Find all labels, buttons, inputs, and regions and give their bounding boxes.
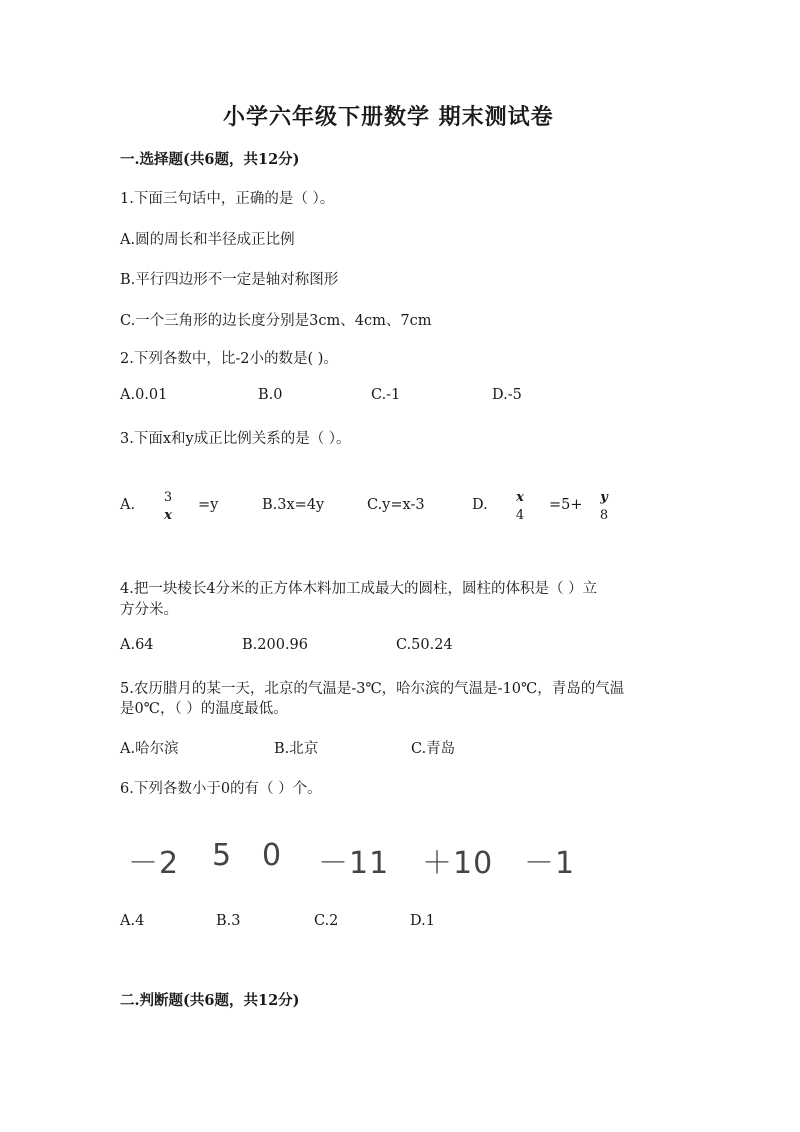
option-d-mid: =5+ [549, 497, 583, 513]
option-a: A.64 [120, 637, 154, 653]
option-c: C.-1 [371, 387, 401, 403]
question-stem-line-1: 5.农历腊月的某一天，北京的气温是-3℃，哈尔滨的气温是-10℃，青岛的气温 [120, 681, 625, 697]
number-item: －1 [524, 846, 576, 881]
fraction-3-over-x [160, 490, 176, 523]
option-d: D.-5 [492, 387, 522, 403]
option-c: C.一个三角形的边长度分别是3cm、4cm、7cm [120, 313, 432, 329]
fraction-y-over-8 [596, 490, 612, 523]
option-a-label: A. [120, 497, 136, 513]
number-item: －11 [318, 846, 390, 881]
question-stem-line-2: 是0℃，（ ）的温度最低。 [120, 701, 288, 717]
question-stem: 6.下列各数小于0的有（ ）个。 [120, 781, 322, 797]
option-a: A.哈尔滨 [120, 741, 179, 757]
option-d-label: D. [472, 497, 488, 513]
option-a: A.0.01 [120, 387, 168, 403]
section-heading-judgment: 二.判断题(共6题，共12分) [120, 992, 300, 1009]
fraction-denominator: 8 [599, 508, 609, 523]
number-item: －2 [128, 846, 180, 881]
number-item: ＋10 [422, 846, 494, 881]
question-stem: 3.下面x和y成正比例关系的是（ ）。 [120, 431, 351, 447]
option-c: C.青岛 [411, 741, 456, 757]
fraction-numerator: x [516, 490, 524, 505]
option-c: C.2 [314, 913, 339, 929]
number-item: 5 [212, 838, 233, 873]
option-b: B.200.96 [242, 637, 309, 653]
page-title: 小学六年级下册数学 期末测试卷 [223, 104, 554, 130]
question-stem-line-1: 4.把一块棱长4分米的正方体木料加工成最大的圆柱，圆柱的体积是（ ）立 [120, 581, 598, 597]
option-d: D.1 [410, 913, 435, 929]
option-b: B.0 [258, 387, 283, 403]
fraction-denominator: x [164, 508, 172, 523]
fraction-denominator: 4 [515, 508, 525, 523]
option-c: C.y=x-3 [367, 497, 425, 513]
number-item: 0 [262, 838, 283, 873]
option-b: B.北京 [274, 741, 319, 757]
fraction-x-over-4 [512, 490, 528, 523]
section-heading-choice: 一.选择题(共6题，共12分) [120, 151, 300, 168]
fraction-numerator: 3 [163, 490, 173, 505]
option-a: A.圆的周长和半径成正比例 [120, 232, 295, 248]
option-c: C.50.24 [396, 637, 453, 653]
fraction-numerator: y [600, 490, 608, 505]
option-b: B.3x=4y [262, 497, 325, 513]
question-stem: 2.下列各数中，比-2小的数是( )。 [120, 351, 338, 367]
option-b: B.平行四边形不一定是轴对称图形 [120, 272, 339, 288]
option-a: A.4 [120, 913, 145, 929]
question-stem-line-2: 方分米。 [120, 602, 178, 618]
option-a-tail: =y [198, 497, 219, 513]
option-b: B.3 [216, 913, 241, 929]
question-stem: 1.下面三句话中，正确的是（ ）。 [120, 191, 335, 207]
